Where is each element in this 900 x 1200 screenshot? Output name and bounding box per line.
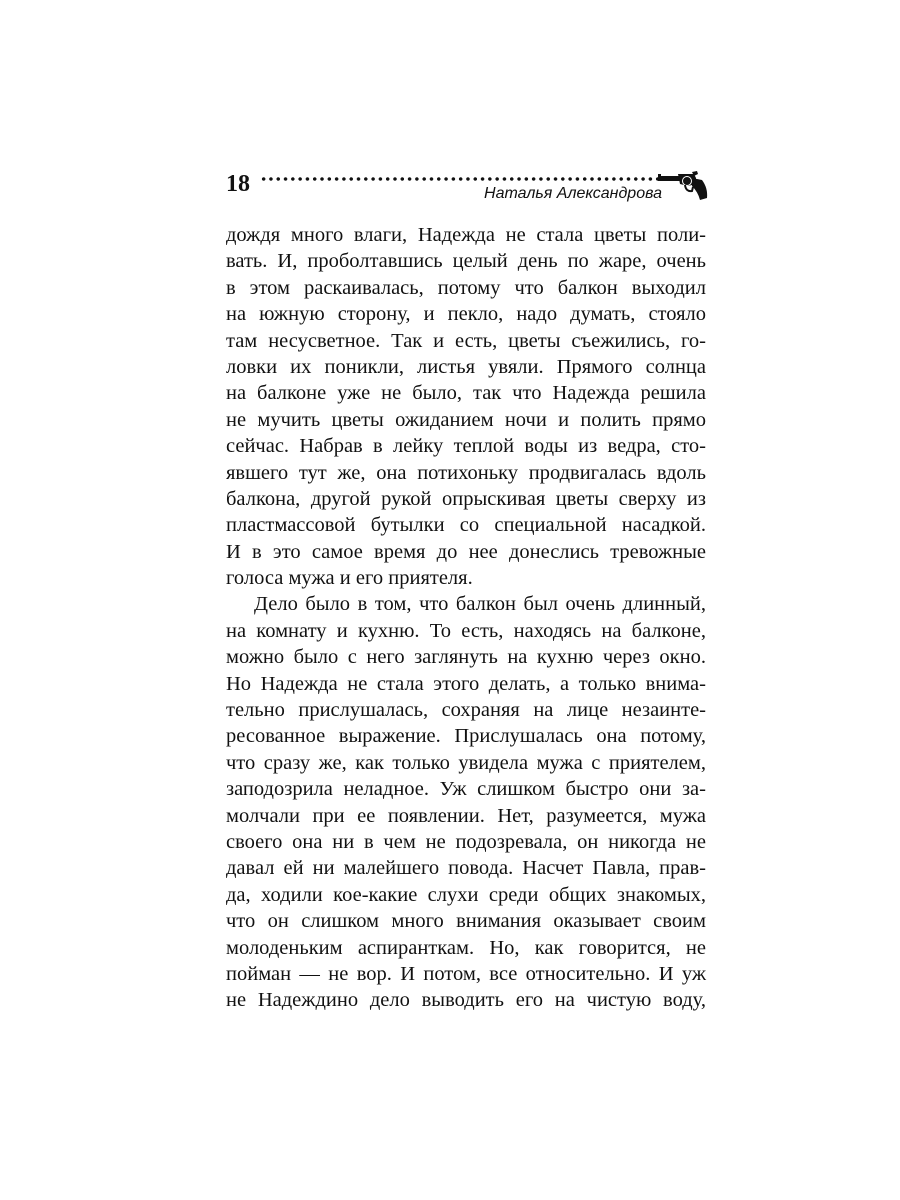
text-line: можно было с него заглянуть на кухню через окно. <box>226 646 706 669</box>
text-line: дождя много влаги, Надежда не стала цветы поли- <box>226 224 706 246</box>
text-line: Но Надежда не стала этого делать, а только внима- <box>226 672 706 695</box>
paragraph-1 <box>226 222 706 591</box>
text-line: сейчас. Набрав в лейку теплой воды из ведра, сто- <box>226 435 706 458</box>
text-line: не мучить цветы ожиданием ночи и полить прямо <box>226 408 706 431</box>
text-line: своего она ни в чем не подозревала, он никогда не <box>226 830 706 853</box>
page-number: 18 <box>226 171 250 197</box>
text-line: не Надеждино дело выводить его на чистую воду, <box>226 989 706 1012</box>
text-line: явшего тут же, она потихоньку продвигалась вдоль <box>226 461 706 484</box>
text-line: да, ходили кое-какие слухи среди общих знакомых, <box>226 883 706 906</box>
running-header <box>226 166 706 206</box>
text-line: ресованное выражение. Прислушалась она потому, <box>226 725 706 748</box>
page-body-text <box>226 222 706 1014</box>
dot-leader <box>260 176 660 182</box>
text-line: на южную сторону, и пекло, надо думать, стояло <box>226 303 706 326</box>
paragraph-2 <box>226 591 706 1013</box>
text-line: что сразу же, как только увидела мужа с приятелем, <box>226 751 706 774</box>
text-line: в этом раскаивалась, потому что балкон выходил <box>226 276 706 299</box>
text-line: на балконе уже не было, так что Надежда решила <box>226 382 706 405</box>
text-line: там несусветное. Так и есть, цветы съежились, го- <box>226 329 706 352</box>
text-line: балкона, другой рукой опрыскивая цветы сверху из <box>226 487 706 510</box>
text-line: заподозрила неладное. Уж слишком быстро они за- <box>226 778 706 801</box>
text-line: пойман — не вор. И потом, все относительно. И уж <box>226 962 706 985</box>
text-line: молоденьким аспиранткам. Но, как говорится, не <box>226 936 706 959</box>
text-line: Дело было в том, что балкон был очень длинный, <box>254 593 706 616</box>
text-line: вать. И, проболтавшись целый день по жаре, очень <box>226 250 706 273</box>
text-line: пластмассовой бутылки со специальной насадкой. <box>226 514 706 537</box>
text-line: что он слишком много внимания оказывает своим <box>226 910 706 933</box>
text-line: на комнату и кухню. То есть, находясь на балконе, <box>226 619 706 642</box>
text-line: тельно прислушалась, сохраняя на лице незаинте- <box>226 699 706 722</box>
text-line: И в это самое время до нее донеслись тревожные <box>226 540 706 563</box>
text-line: ловки их поникли, листья увяли. Прямого солнца <box>226 355 706 378</box>
text-line: молчали при ее появлении. Нет, разумеется, мужа <box>226 804 706 827</box>
running-title: Наталья Александрова <box>484 185 662 202</box>
revolver-icon <box>658 170 710 202</box>
text-line: голоса мужа и его приятеля. <box>226 567 473 590</box>
text-line: давал ей ни малейшего повода. Насчет Павла, прав- <box>226 857 706 880</box>
